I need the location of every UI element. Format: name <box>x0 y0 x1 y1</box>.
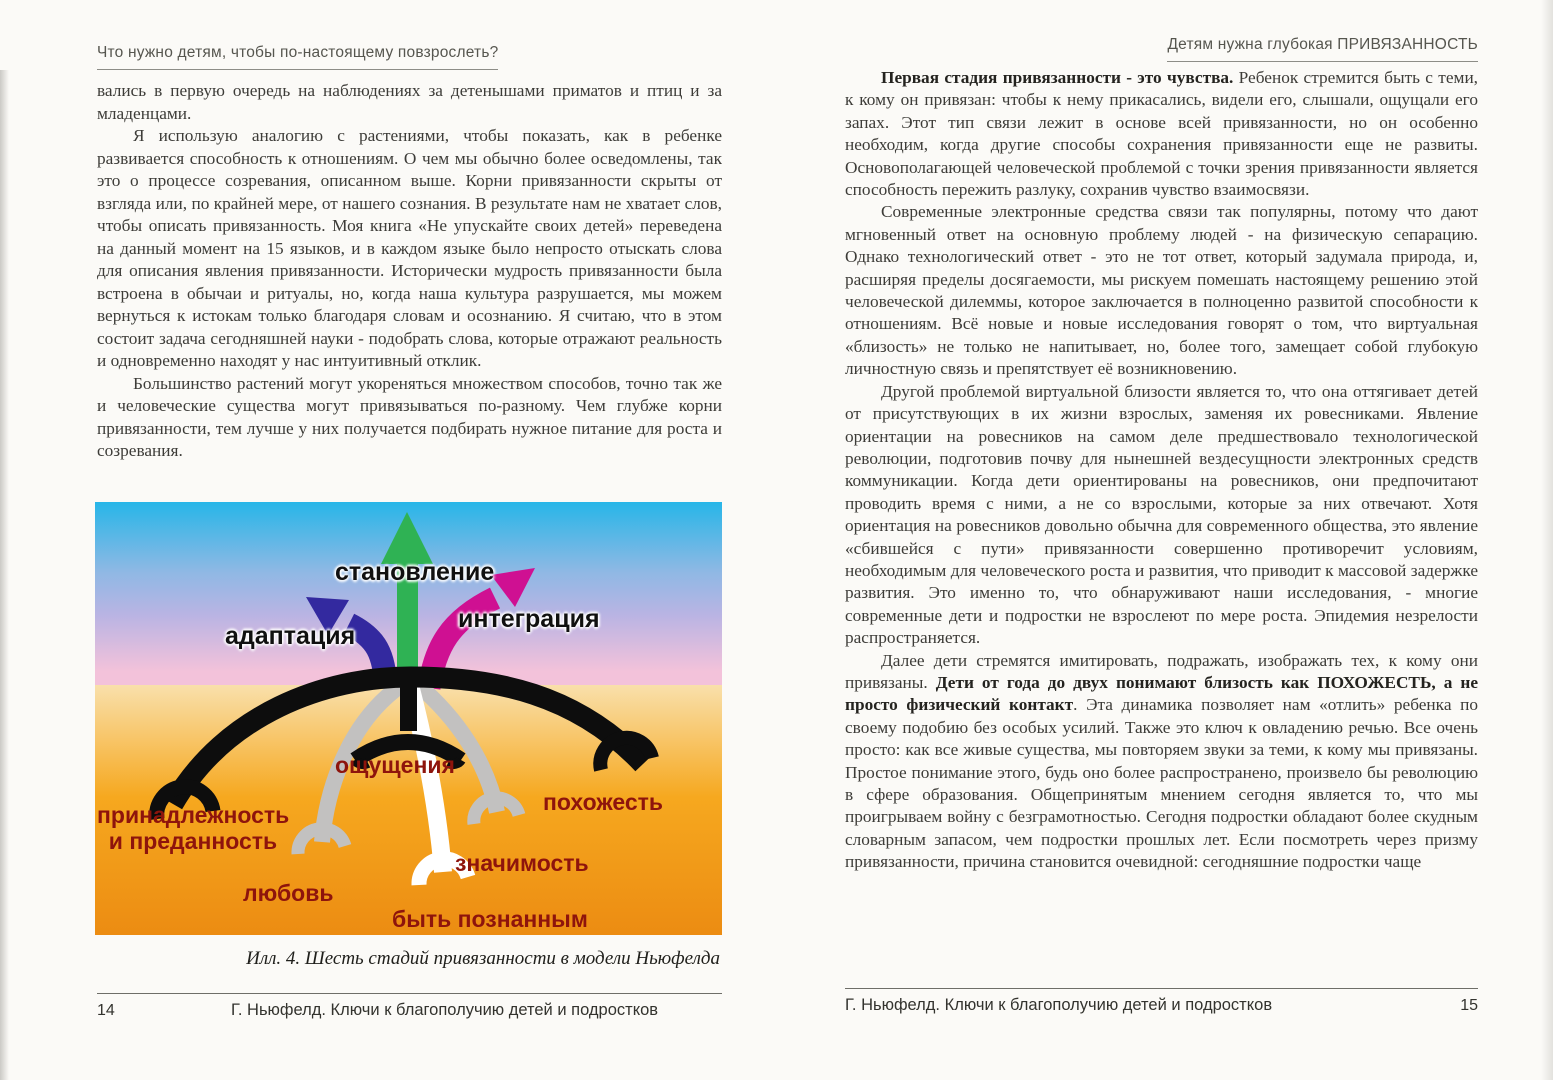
figure-label-oshchushcheniya: ощущения <box>335 752 455 778</box>
left-running-head-text: Что нужно детям, чтобы по-настоящему повзрослеть? <box>97 44 498 70</box>
paragraph <box>845 650 1478 874</box>
paragraph: вались в первую очередь на наблюдениях за детенышами приматов и птиц и за младенцами. <box>97 81 722 123</box>
paragraph: Большинство растений могут укореняться множеством способов, точно так же и человеческие существа могут привязываться по-разному. Чем глубже корни привязанности, тем лучше у них получается подбирать нужное питание для роста и созревания. <box>97 373 722 460</box>
attachment-model-figure <box>95 502 722 935</box>
page-right <box>845 0 1478 1080</box>
right-page-footer <box>845 988 1478 1015</box>
left-running-footer: Г. Ньюфелд. Ключи к благополучию детей и подростков <box>230 1001 659 1019</box>
left-body-text <box>97 80 722 463</box>
paragraph: Я использую аналогию с растениями, чтобы показать, как в ребенке развивается способность к отношениям. О чем мы обычно более осведомлены, так это о процессе созревания, описанном выше. Корни привязанности скрыты от взгляда или, по крайней мере, от нашего сознания. В результате нам не хватает слов, чтобы описать привязанность. Моя книга «Не упускайте своих детей» переведена на данный момент на 15 языков, и в каждом языке было непросто отыскать слова для описания явления привязанности. Исторически мудрость привязанности была встроена в обычаи и ритуалы, но, когда наша культура разрушается, мы можем вернуться к истокам только благодаря словам и осознанию. Я считаю, что в этом состоит задача сегодняшней науки - подобрать слова, которые отражают реальность и одновременно находят у нас интуитивный отклик. <box>97 126 722 370</box>
scan-edge-shadow-right <box>1541 0 1553 1080</box>
paragraph: Современные электронные средства связи так популярны, потому что дают мгновенный ответ на основную проблему людей - на физическую сепарацию. Однако технологический ответ - это не тот ответ, который задумала природа, и, расширяя пределы досягаемости, мы рискуем помешать настоящему решению этой человеческой дилеммы, которое заключается в полноценно развитой способности к отношениям. Всё новые и новые исследования говорят о том, что виртуальная «близость» не только не напитывает, но, более того, замещает собой глубокую личностную связь и препятствует её возникновению. <box>845 202 1478 379</box>
figure-label-lyubov: любовь <box>243 880 334 906</box>
paragraph-text: Ребенок стремится быть с теми, к кому он привязан: чтобы к нему прикасались, видели его, слышали, ощущали его запах. Этот тип связи лежит в основе всей привязанности, но он особенно необходим, когда другие способы сохранения привязанности еще не развиты. Основополагающей человеческой проблемой с точки зрения привязанности является способность пережить разлуку, сохранив чувство взаимосвязи. <box>845 68 1478 200</box>
figure-label-integraciya: интеграция <box>458 605 600 633</box>
right-body-text <box>845 67 1478 874</box>
figure-label-znachimost: значимость <box>455 850 589 876</box>
left-page-footer <box>97 993 722 1020</box>
paragraph-text: . Эта динамика позволяет нам «отлить» ребенка по своему подобию без особых усилий. Также это ключ к овладению речью. Все очень просто: как все живые существа, мы повторяем звуки за теми, к кому мы привязаны. Простое понимание этого, будь оно более распространено, произвело бы революцию в сфере образования. Общепринятым мнением сегодня является то, что мы проигрываем войну с безграмотностью. Сегодня подростки обладают более скудным словарным запасом, чем подростки прошлых лет. Если посмотреть через призму привязанности, причина становится очевидной: сегодняшние подростки чаще <box>845 695 1478 872</box>
bold-lead: Первая стадия привязанности - это чувства. <box>881 68 1234 87</box>
bold-emphasis: Дети от года до двух понимают близость как ПОХОЖЕСТЬ, а не просто физический контакт <box>845 672 1478 715</box>
right-running-head-text: Детям нужна глубокая ПРИВЯЗАННОСТЬ <box>1167 36 1478 62</box>
right-running-head <box>845 36 1478 62</box>
figure-label-adaptaciya: адаптация <box>225 622 356 650</box>
paragraph-text: Далее дети стремятся имитировать, подражать, изображать тех, к кому они привязаны. <box>845 650 1478 692</box>
paragraph: Другой проблемой виртуальной близости является то, что она оттягивает детей от присутствующих в их жизни взрослых, заменяя их ровесниками. Явление ориентации на ровесников на самом деле предшествовало технологической революции, подготовив почву для нынешней вездесущности электронных средств коммуникации. Когда дети ориентированы на ровесников, они предпочитают проводить время с ними, а не со взрослыми, которые за них отвечают. Хотя ориентация на ровесников довольно обычна для современного общества, это явление «сбившейся с пути» привязанности совершенно противоречит условиям, необходимым для человеческого роста и развития, что приводит к массовой задержке развития. Это именно то, что обнаруживают наши исследования, - многие современные дети и подростки не взрослеют по мере роста. Эпидемия незрелости распространяется. <box>845 381 1478 648</box>
page-left <box>97 0 722 1080</box>
figure-label-byt-poznannym: быть познанным <box>392 906 588 932</box>
right-page-number: 15 <box>1460 997 1478 1014</box>
scan-edge-shadow-left <box>0 70 9 1080</box>
figure-label-pohozhest: похожесть <box>543 789 664 815</box>
figure-label-stanovlenie: становление <box>335 558 495 586</box>
left-running-head <box>97 44 722 70</box>
paragraph <box>845 67 1478 201</box>
figure-label-prinadlezhnost: принадлежность и преданность <box>97 802 290 855</box>
right-running-footer: Г. Ньюфелд. Ключи к благополучию детей и подростков <box>845 996 1273 1014</box>
left-page-number: 14 <box>97 1002 115 1019</box>
figure-caption: Илл. 4. Шесть стадий привязанности в модели Ньюфелда <box>246 948 720 969</box>
